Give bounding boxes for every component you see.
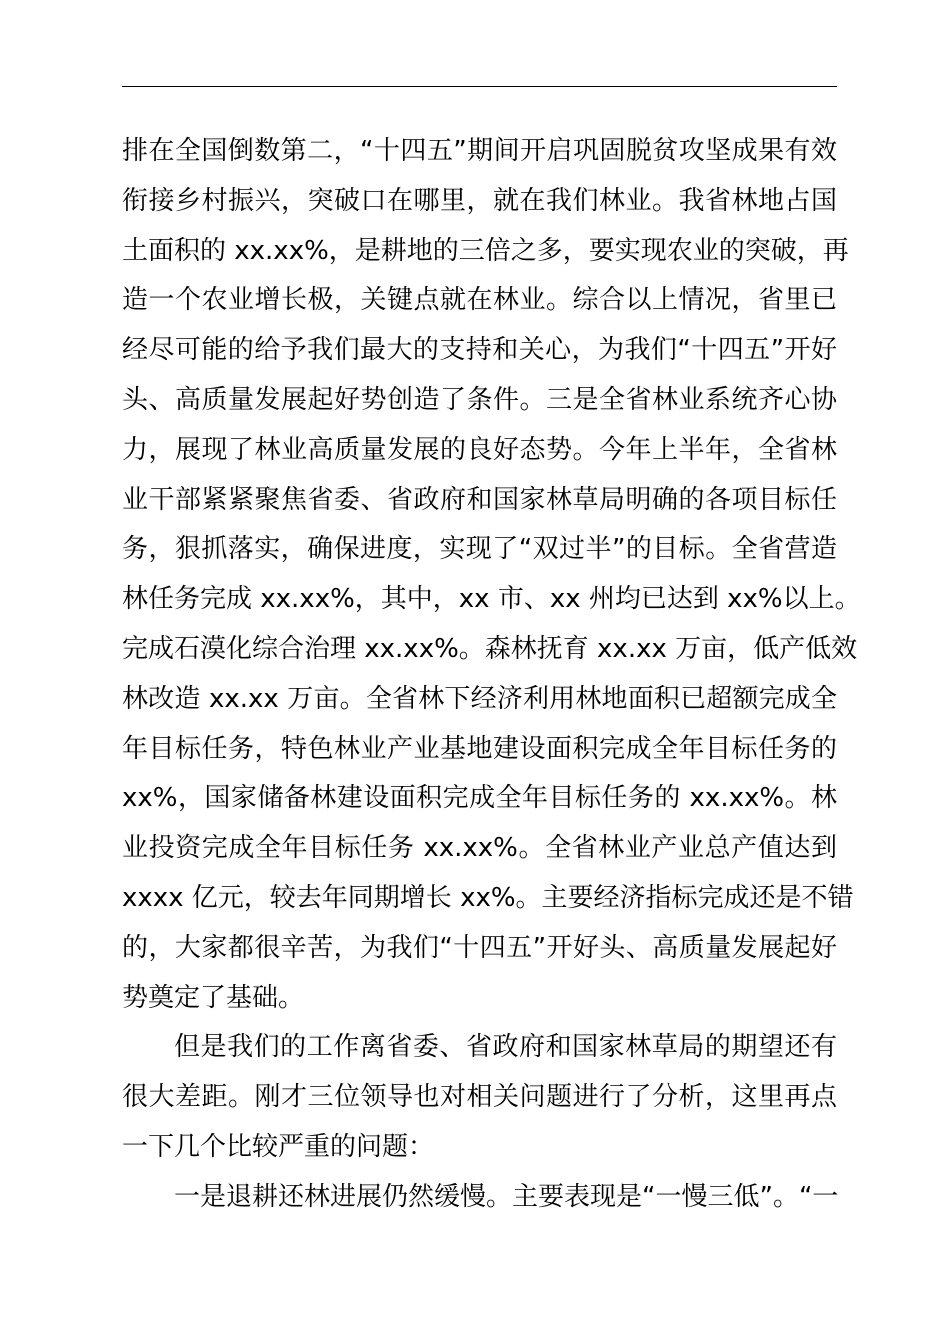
text-line: 务，狠抓落实，确保进度，实现了“双过半”的目标。全省营造 <box>122 534 837 565</box>
text-line: 业投资完成全年目标任务 xx.xx%。全省林业产业总产值达到 <box>122 833 837 864</box>
text-line: 头、高质量发展起好势创造了条件。三是全省林业系统齐心协 <box>122 384 837 415</box>
text-line: 衔接乡村振兴，突破口在哪里，就在我们林业。我省林地占国 <box>122 185 837 216</box>
document-body <box>122 127 861 1223</box>
text-line: 业干部紧紧聚焦省委、省政府和国家林草局明确的各项目标任 <box>122 484 837 515</box>
text-line: 经尽可能的给予我们最大的支持和关心，为我们“十四五”开好 <box>122 335 837 366</box>
text-line: 年目标任务，特色林业产业基地建设面积完成全年目标任务的 <box>122 733 837 764</box>
text-line: xxxx 亿元，较去年同期增长 xx%。主要经济指标完成还是不错 <box>122 882 854 913</box>
text-line: 一下几个比较严重的问题： <box>122 1131 435 1162</box>
text-line: xx%，国家储备林建设面积完成全年目标任务的 xx.xx%。林 <box>122 783 837 814</box>
text-line: 土面积的 xx.xx%，是耕地的三倍之多，要实现农业的突破，再 <box>122 235 849 266</box>
text-line: 林任务完成 xx.xx%，其中，xx 市、xx 州均已达到 xx%以上。 <box>122 584 861 615</box>
text-line: 但是我们的工作离省委、省政府和国家林草局的期望还有 <box>174 1032 837 1063</box>
text-line: 一是退耕还林进展仍然缓慢。主要表现是“一慢三低”。“一 <box>174 1181 839 1212</box>
text-line: 完成石漠化综合治理 xx.xx%。森林抚育 xx.xx 万亩，低产低效 <box>122 633 858 664</box>
text-line: 林改造 xx.xx 万亩。全省林下经济利用林地面积已超额完成全 <box>122 683 837 714</box>
text-line: 的，大家都很辛苦，为我们“十四五”开好头、高质量发展起好 <box>122 932 837 963</box>
header-rule <box>122 86 837 87</box>
text-line: 力，展现了林业高质量发展的良好态势。今年上半年，全省林 <box>122 434 837 465</box>
text-line: 很大差距。刚才三位领导也对相关问题进行了分析，这里再点 <box>122 1082 837 1113</box>
text-line: 排在全国倒数第二，“十四五”期间开启巩固脱贫攻坚成果有效 <box>122 136 837 166</box>
text-line: 造一个农业增长极，关键点就在林业。综合以上情况，省里已 <box>122 285 837 316</box>
text-line: 势奠定了基础。 <box>122 982 305 1013</box>
